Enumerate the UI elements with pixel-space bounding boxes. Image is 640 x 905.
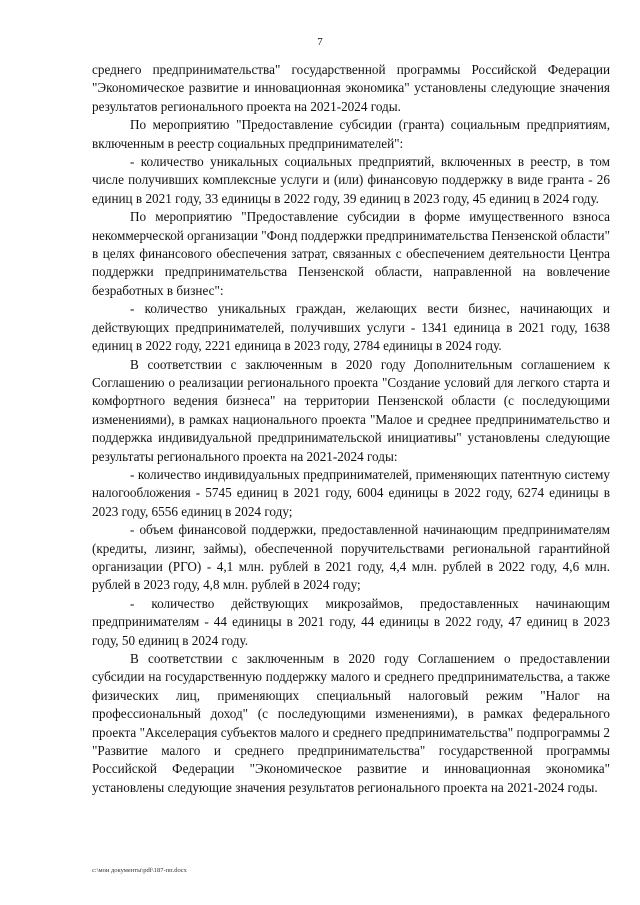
paragraph: В соответствии с заключенным в 2020 году Дополнительным соглашением к Соглашению о реализации регионального проекта "Создание условий для легкого старта и комфортного ведения бизнеса" на территории Пензенской области (с последующими изменениями), в рамках национального проекта "Малое и среднее предпринимательство и поддержка индивидуальной предпринимательской инициативы" установлены следующие результаты регионального проекта на 2021-2024 годы: bbox=[92, 356, 610, 464]
list-item: - количество действующих микрозаймов, предоставленных начинающим предпринимателям - 44 единицы в 2021 году, 44 единицы в 2022 году, 47 единиц в 2023 году, 50 единиц в 2024 году. bbox=[92, 595, 610, 648]
page-number: 7 bbox=[317, 36, 323, 48]
paragraph: По мероприятию "Предоставление субсидии в форме имущественного взноса некоммерческой организации "Фонд поддержки предпринимательства Пензенской области" в целях финансового обеспечения затрат, связанных с обеспечением деятельности Центра поддержки предпринимательства Пензенской области, направленной на вовлечение безработных в бизнес": bbox=[92, 209, 610, 298]
paragraph: В соответствии с заключенным в 2020 году Соглашением о предоставлении субсидии на государственную поддержку малого и среднего предпринимательства, а также физических лиц, применяющих специальный налоговый режим "Налог на профессиональный доход" (с последующими изменениями), в рамках федерального проекта "Акселерация субъектов малого и среднего предпринимательства" подпрограммы 2 "Развитие малого и среднего предпринимательства" государственной программы Российской Федерации "Экономическое развитие и инновационная экономика" установлены следующие значения результатов регионального проекта на 2021-2024 годы. bbox=[92, 651, 610, 795]
list-item: - количество уникальных социальных предприятий, включенных в реестр, в том числе получивших комплексные услуги и (или) финансовую поддержку в виде гранта - 26 единиц в 2021 году, 33 единицы в 2022 году, 39 единиц в 2023 году, 45 единиц в 2024 году. bbox=[92, 154, 610, 206]
list-item: - количество индивидуальных предпринимателей, применяющих патентную систему налогообложения - 5745 единиц в 2021 году, 6004 единицы в 2022 году, 6274 единицы в 2023 году, 6556 единиц в 2024 году; bbox=[92, 466, 610, 519]
list-item: - количество уникальных граждан, желающих вести бизнес, начинающих и действующих предпринимателей, получивших услуги - 1341 единица в 2021 году, 1638 единиц в 2022 году, 2221 единица в 2023 году, 2784 единицы в 2024 году. bbox=[92, 301, 610, 354]
paragraph: По мероприятию "Предоставление субсидии (гранта) социальным предприятиям, включенным в реестр социальных предпринимателей": bbox=[92, 117, 610, 151]
paragraph: среднего предпринимательства" государственной программы Российской Федерации "Экономическое развитие и инновационная экономика" установлены следующие значения результатов регионального проекта на 2021-2024 годы. bbox=[92, 62, 610, 114]
document-body bbox=[92, 61, 610, 797]
list-item: - объем финансовой поддержки, предоставленной начинающим предпринимателям (кредиты, лизинг, займы), обеспеченной поручительствами региональной гарантийной организации (РГО) - 4,1 млн. рублей в 2021 году, 4,4 млн. рублей в 2022 году, 4,6 млн. рублей в 2023 году, 4,8 млн. рублей в 2024 году; bbox=[92, 522, 610, 593]
file-path-footer: c:\мои документы\pdf\187-пп.docx bbox=[92, 867, 187, 874]
